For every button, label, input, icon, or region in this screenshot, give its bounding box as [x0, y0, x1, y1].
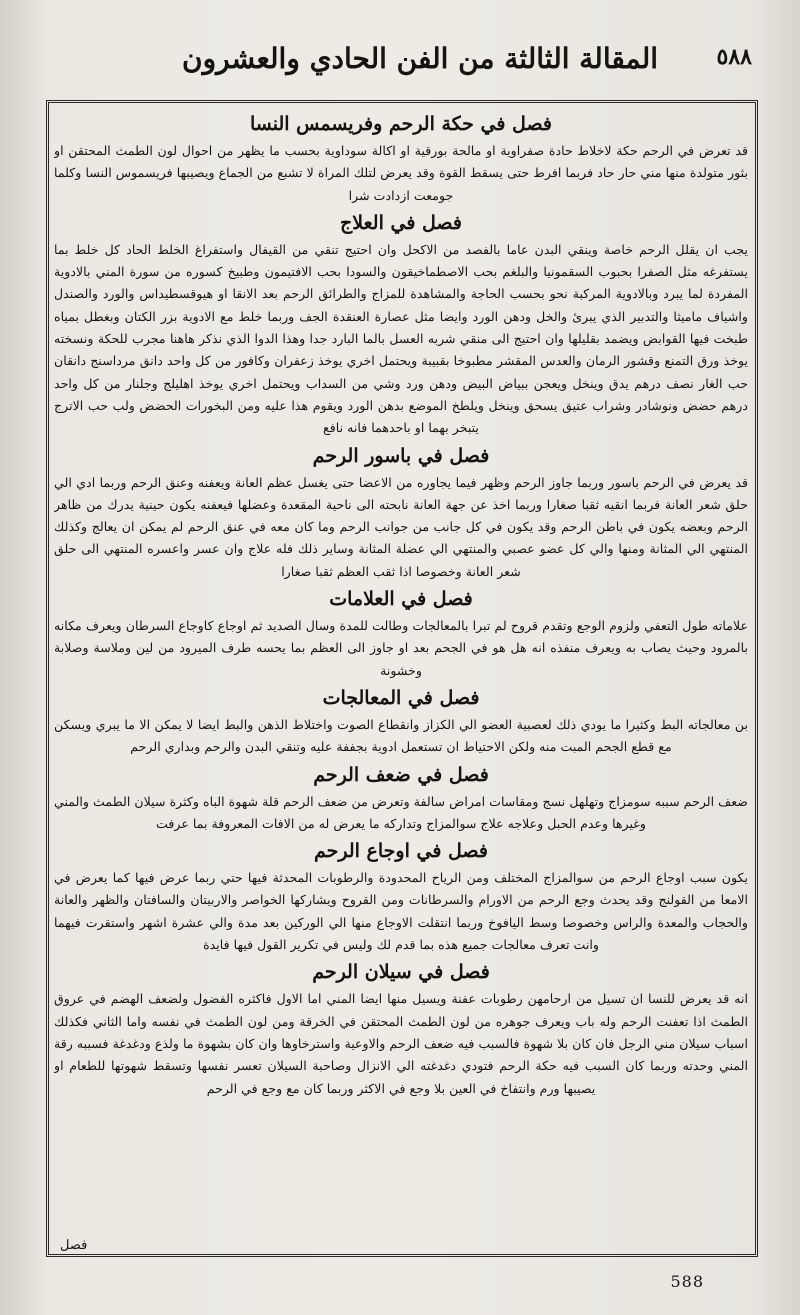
- section-fistula-of-uterus: [54, 442, 748, 583]
- section-title: فصل في اوجاع الرحم: [314, 840, 488, 863]
- section-discharge-of-uterus: [54, 958, 748, 1099]
- text-block: [54, 108, 748, 1245]
- page-number-bottom: 588: [670, 1272, 704, 1291]
- running-title: المقالة الثالثة من الفن الحادي والعشرون: [182, 41, 659, 75]
- section-body: انه قد يعرض للنسا ان تسيل من ارحامهن رطوبات عفنة ويسيل منها ايضا المني اما الاول فاكثره الفضول ولضعف الهضم في عروق الطمث اذا تعفنت الرحم وله باب ويعرف جوهره من لون الطمث المحتقن في الخرقة ومن لون الطمث في نفسه واما الثاني فكذلك اسباب سيلان مني الرجل فان كان بلا شهوة فالسبب فيه ضعف الرحم والاوعية واسترخاوها وان كان بشهوة ما ولذع ودغدغة فسببه رقة المني وحدته وربما كان السبب فيه حكة الرحم فتودي دغدغته الي الانزال وصاحبة السيلان تعسر نفسها وتسقط شهوتها للطعام او يصيبها ورم وانتفاخ في العين بلا وجع في الاكثر وربما كان مع وجع في الرحم: [54, 991, 748, 1096]
- section-title: فصل في حكة الرحم وفريسمس النسا: [249, 113, 553, 135]
- section-title: فصل في العلاج: [340, 211, 462, 234]
- section-body: بن معالجاته البط وكثيرا ما يودي ذلك لعصبية العضو الي الكزاز وانقطاع الصوت واختلاط الذهن والبط ايضا لا يمكن الا ما يبري ويسكن مع قطع الجحم المبت منه ولكن الاحتياط ان تستعمل ادوية بجففة عليه وتنقي البدن والرحم وبداري الرحم: [54, 716, 748, 755]
- section-weakness-of-uterus: [54, 761, 748, 836]
- section-body: ضعف الرحم سببه سومزاج وتهلهل نسج ومقاسات امراض سالفة وتعرض من ضعف الرحم قلة شهوة الباه وكثرة سيلان الطمث والمني وغيرها وعدم الحبل وعلاجه علاج سوالمزاج وتداركه ما يعرض له من الافات المعروفة بما عرفت: [54, 793, 748, 831]
- section-signs: [54, 585, 748, 682]
- section-body: يكون سبب اوجاع الرحم من سوالمزاج المختلف ومن الرياح المحدودة والرطوبات المحدثة فيها حتي ربما عرض فيها كما يعرض في الامعا من القولنج وقد يحدث وجع الرحم من الاورام والسرطانات ومن القروح ويشاركها الخواصر والاربيتان والسافتان والظهر والعانة والحجاب والمعدة والراس وخصوصا وسط اليافوخ وربما انتقلت الاوجاع منها الي الوركين بعد مدة والي عشرة اشهر واستقرت فيهما وانت تعرف معالجات جميع هذه بما قدم لك وليس في تكرير القول فيها فايدة: [54, 870, 748, 953]
- section-title: فصل في المعالجات: [322, 686, 480, 709]
- running-head: [80, 28, 760, 88]
- section-title: فصل في ضعف الرحم: [313, 763, 489, 786]
- section-itching-of-uterus: [54, 110, 748, 207]
- section-pains-of-uterus: [54, 837, 748, 956]
- section-therapies: [54, 684, 748, 759]
- section-body: علاماته طول التعفي ولزوم الوجع وتقدم قروح لم تبرا بالمعالجات وطالت للمدة وسال الصديد ثم اوجاع كاوجاع السرطان ويعرف مكانه بالمرود وحيث يصاب به ويعرف منفذه انه هل هو في الجحم بعد او جاوز الى العظم بما يحسه طرف الميرود من لين وملاسة وصلابة وخشونة: [54, 618, 748, 678]
- page-number-top: ٥٨٨: [716, 44, 752, 70]
- catchword: فصل: [60, 1238, 88, 1253]
- section-treatment: [54, 209, 748, 440]
- section-body: قد تعرض في الرحم حكة لاخلاط حادة صفراوية او مالحة بورقية او اكالة سوداوية بحسب ما يظهر من احوال لون الطمث المحتقن او بثور متولدة منها مني حار حاد فربما افرط حتى يسقط القوة وقد يعرض لتلك المراة لا تشبع من الجماع ويصيبها فريسموس النسا وكلما جومعت ازدادت شرا: [54, 143, 748, 203]
- section-title: فصل في باسور الرحم: [312, 444, 490, 467]
- section-title: فصل في سيلان الرحم: [312, 961, 490, 984]
- section-body: يجب ان يقلل الرحم خاصة وينقي البدن عاما بالفصد من الاكحل وان احتيج تنقي من القيفال واستفراغ الخلط الحاد كل خلط بما يستفرغه مثل الصفرا بحبوب السقمونيا والبلغم بحب الاصطماخيقون والسودا بحب الافتيمون وطبيخ كسوره من سورة المني بالادوية المفردة لما يبرد وبالادوية المركبة نحو بحسب الحاجة والمشاهدة للمزاج والطرائق الرحم بعد الانقا او هيوقسطيداس والورد والصندل واشياف ماميثا والتدبير الذي يبرئ والخل ودهن الورد وايضا مثل عصارة العنقدة الجف وربما خلط مع الادوية بزر الكتان وبغطل بمياه طبخت فيها القوابض ويضمد بقليلها وان احتيج الى منقي شربه العسل بالما البارد جدا وهذا الدوا الذي نذكر هاهنا مجرب للحكة ونسخته يوخذ ورق التمنع وقشور الرمان والعدس المقشر مطبوخا بقبيبة ويحتمل اخري يوخذ زعفران وكافور من كل واحد دانق مرداسنج دانقان حب الغار نصف درهم يدق وينخل ويعجن ببياض البيض ودهن ورد وشي من السداب ويحتمل اخري يوخذ اهليلج وجلنار من كل واحد درهم حضض ونوشادر وشراب عتيق يسحق وينخل ويلطخ الموضع بدهن الورد ويقوم هذا عليه ومن البخورات الحضض ولب حب الاترج يتبخر بهما او باحدهما فانه نافع: [54, 241, 748, 436]
- section-body: قد يعرض في الرحم باسور وربما جاوز الرحم وظهر فيما يجاوره من الاعضا حتى يغسل عظم العانة ويعفنه وعنق الرحم وربما ادي الي حلق شعر العانة فربما انقيه ثقبا صغارا وربما اخذ عن جهة العانة نابحته الى ناحية المقعدة وعضلها فيعفنه يكون حينية يدرك من ظاهر الرحم وبعضه يكون في باطن الرحم وقد يكون في كل جانب من جوانب الرحم وما كان معه في عنق الرحم لم يمكن ان يعالج وكذلك المنتهي الي المثانة ومنها والي كل عضو عصبي والمنتهي الي عضلة المثانة وساير ذلك فله علاج وان عسر واعسره المنتهي الى حلق شعر العانة وخصوصا اذا ثقب العظم ثقبا صغارا: [54, 474, 748, 579]
- section-title: فصل في العلامات: [329, 588, 473, 611]
